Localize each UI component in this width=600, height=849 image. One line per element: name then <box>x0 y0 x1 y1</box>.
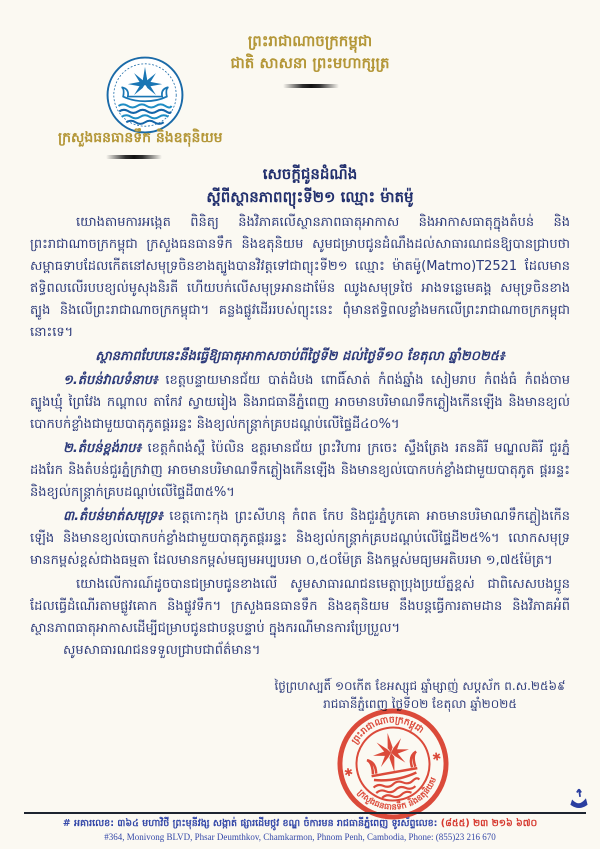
header-divider-tassel <box>283 84 339 88</box>
closing-line: សូមសាធារណជនទទួលជ្រាបជាព័ត៌មាន។ <box>63 643 261 658</box>
document-title <box>0 163 600 209</box>
section-lowlands-text: ខេត្តបន្ទាយមានជ័យ បាត់ដំបង ពោធិ៍សាត់ កំពង់ឆ្នាំង សៀមរាប កំពង់ធំ កំពង់ចាម ត្បូងឃ្មុំ ព្រៃវែង កណ្តាល តាកែវ ស្វាយរៀង និងរាជធានីភ្នំពេញ អាចមានបរិមាណទឹកភ្លៀងកើនឡើង និងមានខ្យល់បោកបក់ខ្លាំងជាមួយបាតុភូតផ្គររន្ទះ និងខ្យល់កន្ត្រាក់គ្របដណ្តប់លើផ្ទៃដី៤០%។ <box>30 373 570 432</box>
kingdom-header <box>180 30 440 74</box>
section-lowlands <box>30 370 570 436</box>
section-plateau <box>30 438 570 504</box>
footer-address-english: #364, Monivong BLVD, Phsar Deumthkov, Chamkarmon, Phnom Penh, Cambodia, Phone: (855)23 216 670 <box>104 832 496 842</box>
footer-address-khmer <box>0 816 600 831</box>
intro-paragraph: យោងតាមការអង្កេត ពិនិត្យ និងវិភាគលើស្ថានភាពធាតុអាកាស និងអាកាសធាតុក្នុងតំបន់ និងព្រះរាជាណាចក្រកម្ពុជា ក្រសួងធនធានទឹក និងឧតុនិយម សូមជម្រាបជូនដំណឹងដល់សាធារណជនឱ្យបានជ្រាបថា សម្ពាធទាបដែលកើតនៅសមុទ្រចិនខាងត្បូងបានវិវត្តទៅជាព្យុះទី២១ ឈ្មោះ ម៉ាតម៉ូ(Matmo)T2521 ដែលមានឥទ្ធិពលលើរបបខ្យល់មូសុងនិរតី ហើយបក់លើសមុទ្រអានដាម៉ែន ឈូងសមុទ្រថៃ អាងទន្លេមេគង្គ សមុទ្រចិនខាងត្បូង និងលើព្រះរាជាណាចក្រកម្ពុជា។ គន្លងផ្លូវដើររបស់ព្យុះនេះ ពុំមានឥទ្ធិពលខ្លាំងមកលើព្រះរាជាណាចក្រកម្ពុជានោះទេ។ <box>30 215 570 340</box>
seal-left-asterisk: ✱ <box>343 765 355 780</box>
seal-top-text: ព្រះរាជាណាចក្រកម្ពុជា <box>350 715 426 747</box>
footer <box>0 816 600 844</box>
section-coastal <box>30 506 570 572</box>
footer-divider <box>24 812 586 814</box>
section-plateau-text: ខេត្តកំពង់ស្ពឺ ប៉ៃលិន ឧត្តរមានជ័យ ព្រះវិហារ ក្រចេះ ស្ទឹងត្រែង រតនគិរី មណ្ឌលគិរី ជួរភ្នំដងរែក និងតំបន់ជួរភ្នំក្រវាញ អាចមានបរិមាណទឹកភ្លៀងកើនឡើង និងមានខ្យល់បោកបក់ខ្លាំងជាមួយបាតុភូត ផ្គររន្ទះ និងខ្យល់កន្ត្រាក់គ្របដណ្តប់លើផ្ទៃដី៣៥%។ <box>30 441 570 500</box>
section-lowlands-lead: ១.តំបន់វាលទំនាប៖ <box>63 373 158 388</box>
footer-phone-khmer: (៨៥៥) ២៣ ២១៦ ៦៧០ <box>440 818 538 829</box>
seal-right-asterisk: ✱ <box>431 749 443 765</box>
title-line2: ស្តីពីស្ថានភាពព្យុះទី២១ ឈ្មោះ ម៉ាតម៉ូ <box>206 188 414 206</box>
ministry-name: ក្រសួងធនធានទឹក និងឧតុនិយម <box>58 130 223 146</box>
ministry-logo-icon <box>106 56 184 134</box>
section-coastal-text: ខេត្តកោះកុង ព្រះសីហនុ កំពត កែប និងជួរភ្នំបូកគោ អាចមានបរិមាណទឹកភ្លៀងកើនឡើង និងមានខ្យល់បោកបក់ខ្លាំងជាមួយបាតុភូតផ្គររន្ទះ និងខ្យល់កន្ត្រាក់គ្របដណ្តប់លើផ្ទៃដី២៥%។ លោកសមុទ្រមានកម្ពស់ខ្ពស់ជាងធម្មតា ដែលមានកម្ពស់មធ្យមអប្បបរមា ០,៥០ម៉ែត្រ និងកម្ពស់មធ្យមអតិបរមា ១,៧៥ម៉ែត្រ។ <box>30 509 570 568</box>
ministry-divider-tassel <box>106 155 162 159</box>
kingdom-name: ព្រះរាជាណាចក្រកម្ពុជា <box>247 32 373 50</box>
gregorian-date: រាជធានីភ្នំពេញ ថ្ងៃទី០២ ខែតុលា ឆ្នាំ២០២៥ <box>323 697 517 711</box>
forecast-period-line: ស្ថានភាពបែបនេះនឹងធ្វើឱ្យធាតុអាកាសចាប់ពីថ្ងៃទី២ ដល់ថ្ងៃទី១០ ខែតុលា ឆ្នាំ២០២៥៖ <box>95 349 505 364</box>
title-line1: សេចក្តីជូនដំណឹង <box>262 165 358 183</box>
section-coastal-lead: ៣.តំបន់មាត់សមុទ្រ៖ <box>63 509 163 524</box>
seal-bottom-text: ក្រសួងធនធានទឹក និងឧតុនិយម <box>355 775 439 812</box>
kingdom-motto: ជាតិ សាសនា ព្រះមហាក្សត្រ <box>230 54 390 72</box>
document-body <box>30 212 570 662</box>
advice-paragraph: យោងលើការណ៍ដូចបានជម្រាបជូនខាងលើ សូមសាធារណជនមេត្តាប្រុងប្រយ័ត្នខ្ពស់ ជាពិសេសបងប្អូនដែលធ្វើដំណើរតាមផ្លូវគោក និងផ្លូវទឹក។ ក្រសួងធនធានទឹក និងឧតុនិយម នឹងបន្តធ្វើការតាមដាន និងវិភាគអំពីស្ថានភាពធាតុអាកាសដើម្បីជម្រាបជូនជាបន្តបន្ទាប់ ក្នុងករណីមានការប្រែប្រួល។ <box>30 577 570 636</box>
section-plateau-lead: ២.តំបន់ខ្ពង់រាប៖ <box>63 441 142 456</box>
blue-ink-mark-icon <box>566 786 592 812</box>
lunar-date: ថ្ងៃព្រហស្បតិ៍ ១០កើត ខែអស្សុជ ឆ្នាំម្សាញ់ សប្តស័ក ព.ស.២៥៦៩ <box>274 679 566 693</box>
footer-address-khmer-text: # អគារលេខ: ៣៦៤ មហាវិថី ព្រះមុនីវង្ស សង្កាត់ ផ្សារដើមថ្កូវ ខណ្ឌ ចំការមន រាជធានីភ្នំពេញ ទូរស័ព្ទលេខ: <box>62 818 441 829</box>
